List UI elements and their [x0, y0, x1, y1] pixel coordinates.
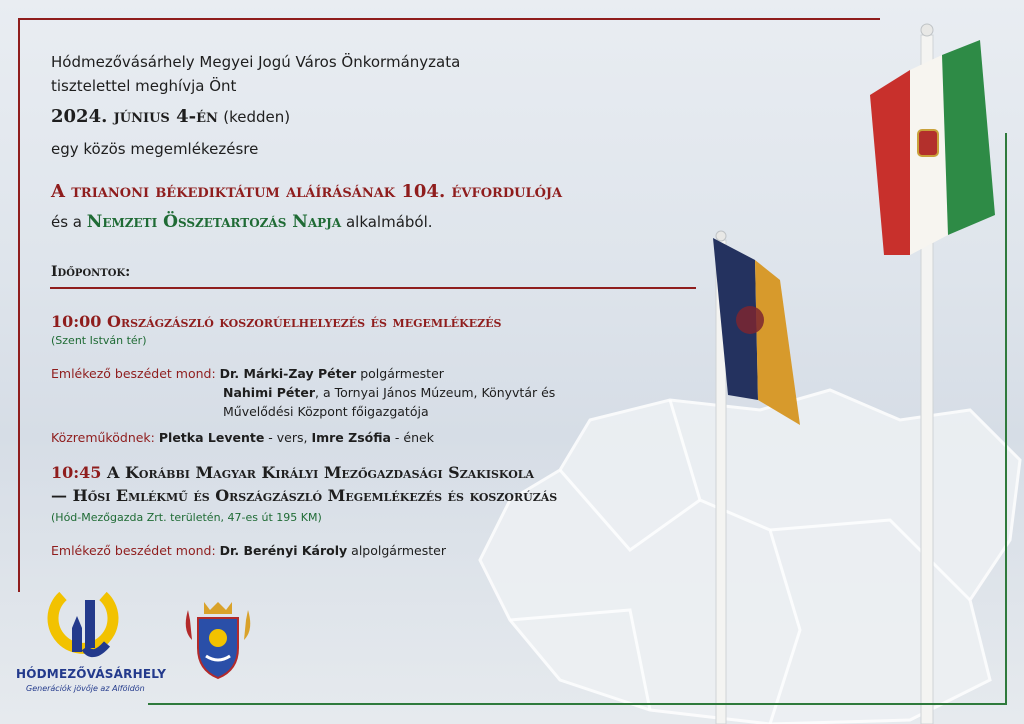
- event1-performer2: Imre Zsófia: [311, 430, 391, 445]
- event1-speech-label: Emlékező beszédet mond:: [51, 366, 216, 381]
- event1-speaker2: Nahimi Péter: [223, 385, 315, 400]
- event-weekday: (kedden): [223, 108, 291, 126]
- event1-speaker1-role: polgármester: [360, 366, 444, 381]
- frame-bottom-line: [148, 703, 1007, 705]
- occasion-name: Nemzeti Összetartozás Napja: [86, 212, 342, 232]
- host-line: Hódmezővásárhely Megyei Jogú Város Önkormányzata: [51, 53, 461, 71]
- event2-title2: — Hősi Emlékmű és Országzászló Megemlékezés és koszorúzás: [51, 486, 558, 505]
- event2-time: 10:45: [51, 463, 102, 482]
- occasion-subline: [51, 212, 433, 232]
- event-date: 2024. június 4-én: [51, 106, 218, 127]
- event1-location: (Szent István tér): [51, 334, 147, 347]
- flags-illustration: [680, 0, 1024, 724]
- schedule-heading: Időpontok:: [51, 264, 131, 280]
- event1-title: Országzászló koszorúelhelyezés és megemlékezés: [107, 312, 502, 331]
- event2-speaker: Dr. Berényi Károly: [219, 543, 348, 558]
- schedule-separator: [50, 287, 696, 289]
- event2-location: (Hód-Mezőgazda Zrt. területén, 47-es út 195 KM): [51, 511, 322, 524]
- event2-heading: [51, 463, 534, 482]
- coat-of-arms-icon: [182, 600, 254, 680]
- event1-speaker2-role-cont: Művelődési Központ főigazgatója: [223, 404, 429, 419]
- event1-performers: [51, 430, 434, 445]
- event2-speaker-role: alpolgármester: [351, 543, 446, 558]
- event1-speaker1: Dr. Márki-Zay Péter: [219, 366, 357, 381]
- event1-speaker2-line: [223, 385, 555, 400]
- event1-performer1: Pletka Levente: [158, 430, 265, 445]
- frame-top-line: [18, 18, 880, 20]
- commemoration-line: egy közös megemlékezésre: [51, 140, 259, 158]
- event1-speaker2-role: , a Tornyai János Múzeum, Könyvtár és: [315, 385, 556, 400]
- frame-left-line: [18, 18, 20, 592]
- city-logo-slogan: Generációk jövője az Alföldön: [26, 684, 145, 693]
- occasion-suffix: alkalmából.: [345, 213, 433, 231]
- event2-speech-label: Emlékező beszédet mond:: [51, 543, 216, 558]
- event1-speech: [51, 366, 444, 381]
- hungarian-flag-icon: [870, 40, 995, 255]
- event2-speech: [51, 543, 446, 558]
- event1-performer1-role: - vers,: [268, 430, 308, 445]
- occasion-title: A trianoni békediktátum aláírásának 104. évfordulója: [51, 181, 563, 202]
- occasion-prefix: és a: [51, 213, 83, 231]
- frame-right-line: [1005, 133, 1007, 705]
- event1-performer2-role: - ének: [394, 430, 434, 445]
- event1-perform-label: Közreműködnek:: [51, 430, 155, 445]
- event2-title1: A Korábbi Magyar Királyi Mezőgazdasági Szakiskola: [107, 463, 535, 482]
- date-line: [51, 106, 290, 127]
- event1-heading: [51, 312, 502, 331]
- invite-line: tisztelettel meghívja Önt: [51, 77, 237, 95]
- event1-time: 10:00: [51, 312, 102, 331]
- city-logo-icon: [45, 588, 120, 668]
- city-logo-name: HÓDMEZŐVÁSÁRHELY: [16, 667, 167, 681]
